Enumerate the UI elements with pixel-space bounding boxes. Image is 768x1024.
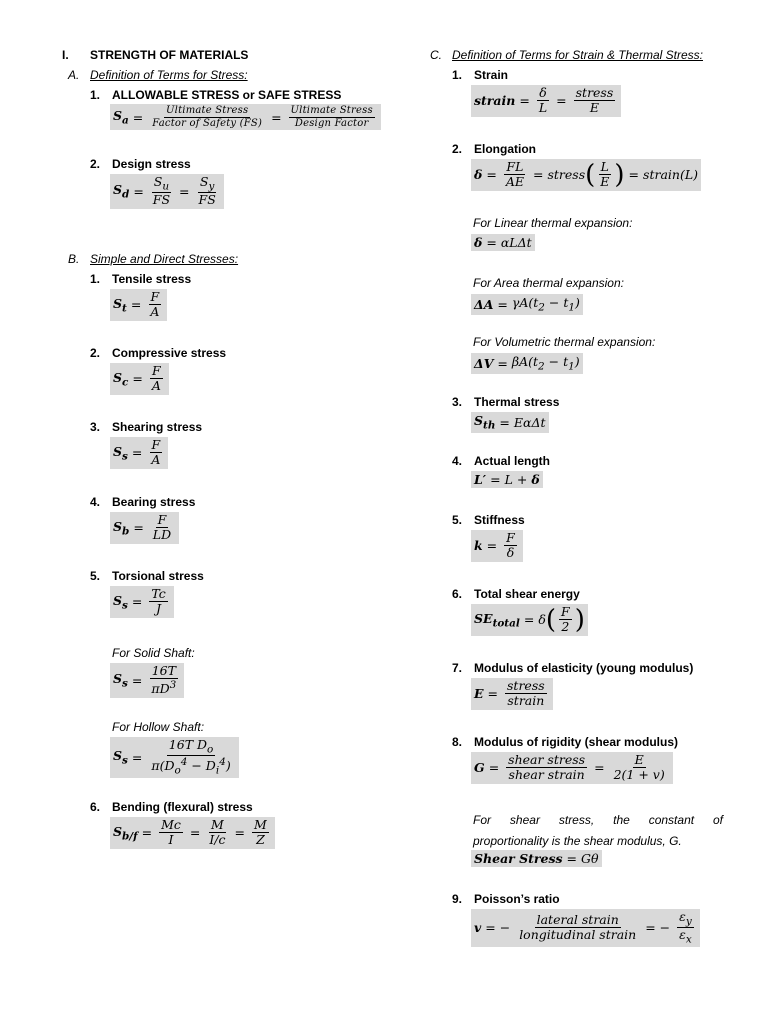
item-total-shear-energy: 6. Total shear energy xyxy=(452,587,580,601)
item-strain: 1. Strain xyxy=(452,68,509,82)
item-shearing-stress: 3. Shearing stress xyxy=(90,420,203,434)
formula-thermal-stress: $S_{th}$ = EαΔt xyxy=(471,412,549,433)
subsection-c-heading: C. Definition of Terms for Strain & Thermal Stress: xyxy=(430,48,703,62)
formula-hollow-shaft: $S_s$ = $\frac{16T D_o}{\pi(D_o^4 - D_i^4)}$ xyxy=(110,737,239,778)
subsection-b-heading: B. Simple and Direct Stresses: xyxy=(68,252,239,266)
formula-shearing-stress: $S_s$ = $\frac{F}{A}$ xyxy=(110,437,168,469)
solid-shaft-label: For Solid Shaft: xyxy=(112,646,195,660)
formula-solid-shaft: $S_s$ = $\frac{16T}{\pi D^3}$ xyxy=(110,663,184,698)
formula-modulus-elasticity: E = $\frac{\text{stress}}{\text{strain}}$ xyxy=(471,678,553,710)
formula-stiffness: k = $\frac{F}{\delta}$ xyxy=(471,530,523,562)
formula-bending-stress: $S_{b/f}$ = $\frac{Mc}{I}$ = $\frac{M}{I/c}$ = $\frac{M}{Z}$ xyxy=(110,817,275,849)
item-actual-length: 4. Actual length xyxy=(452,454,551,468)
formula-linear-expansion: δ = αLΔt xyxy=(471,234,535,251)
item-design-stress: 2. Design stress xyxy=(90,157,191,171)
formula-elongation: δ = $\frac{FL}{AE}$ = stress ( $\frac{L}{E}$ ) = strain(L) xyxy=(471,159,701,191)
formula-bearing-stress: $S_b$ = $\frac{F}{LD}$ xyxy=(110,512,179,544)
linear-expansion-label: For Linear thermal expansion: xyxy=(473,216,633,230)
formula-compressive-stress: $S_c$ = $\frac{F}{A}$ xyxy=(110,363,169,395)
item-modulus-rigidity: 8. Modulus of rigidity (shear modulus) xyxy=(452,735,678,749)
item-torsional-stress: 5. Torsional stress xyxy=(90,569,204,583)
formula-strain: strain = $\frac{\delta}{L}$ = $\frac{\text{stress}}{E}$ xyxy=(471,85,621,117)
subsection-a-heading: A. Definition of Terms for Stress: xyxy=(68,68,248,82)
formula-modulus-rigidity: G = $\frac{\text{shear stress}}{\text{shear strain}}$ = $\frac{E}{2(1 + v)}$ xyxy=(471,752,673,784)
item-tensile-stress: 1. Tensile stress xyxy=(90,272,192,286)
formula-actual-length: L′ = L + δ xyxy=(471,471,543,488)
item-allowable-stress: 1. ALLOWABLE STRESS or SAFE STRESS xyxy=(90,88,342,102)
item-bearing-stress: 4. Bearing stress xyxy=(90,495,196,509)
formula-allowable-stress: $S_a$ = $\frac{\text{Ultimate Stress}}{\text{Factor of Safety (FS)}}$ = $\frac{\text{Ultimate Stress}}{\text{Design Factor}}$ xyxy=(110,104,381,130)
formula-volumetric-expansion: ΔV = $\beta A(t_2 - t_1)$ xyxy=(471,353,583,374)
item-stiffness: 5. Stiffness xyxy=(452,513,525,527)
hollow-shaft-label: For Hollow Shaft: xyxy=(112,720,205,734)
formula-area-expansion: ΔA = $\gamma A(t_2 - t_1)$ xyxy=(471,294,583,315)
item-modulus-elasticity: 7. Modulus of elasticity (young modulus) xyxy=(452,661,694,675)
item-bending-stress: 6. Bending (flexural) stress xyxy=(90,800,253,814)
formula-total-shear-energy: $SE_{total}$ = δ ( $\frac{F}{2}$ ) xyxy=(471,604,588,636)
item-elongation: 2. Elongation xyxy=(452,142,536,156)
formula-design-stress: $S_d$ = $\frac{S_u}{FS}$ = $\frac{S_y}{FS}$ xyxy=(110,174,224,209)
area-expansion-label: For Area thermal expansion: xyxy=(473,276,624,290)
formula-poissons-ratio: v = − $\frac{\text{lateral strain}}{\text{longitudinal strain}}$ = − $\frac{\varepsilon_y}{\varepsilon_x}$ xyxy=(471,909,700,947)
item-compressive-stress: 2. Compressive stress xyxy=(90,346,227,360)
formula-shear-stress: Shear Stress = Gθ xyxy=(471,850,602,867)
item-thermal-stress: 3. Thermal stress xyxy=(452,395,560,409)
item-poissons-ratio: 9. Poisson’s ratio xyxy=(452,892,560,906)
formula-torsional-stress: $S_s$ = $\frac{Tc}{J}$ xyxy=(110,586,174,618)
section-heading: I. STRENGTH OF MATERIALS xyxy=(62,48,249,62)
shear-modulus-note: For shear stress, the constant of proportionality is the shear modulus, G. xyxy=(473,813,723,848)
volumetric-expansion-label: For Volumetric thermal expansion: xyxy=(473,335,656,349)
formula-tensile-stress: $S_t$ = $\frac{F}{A}$ xyxy=(110,289,167,321)
